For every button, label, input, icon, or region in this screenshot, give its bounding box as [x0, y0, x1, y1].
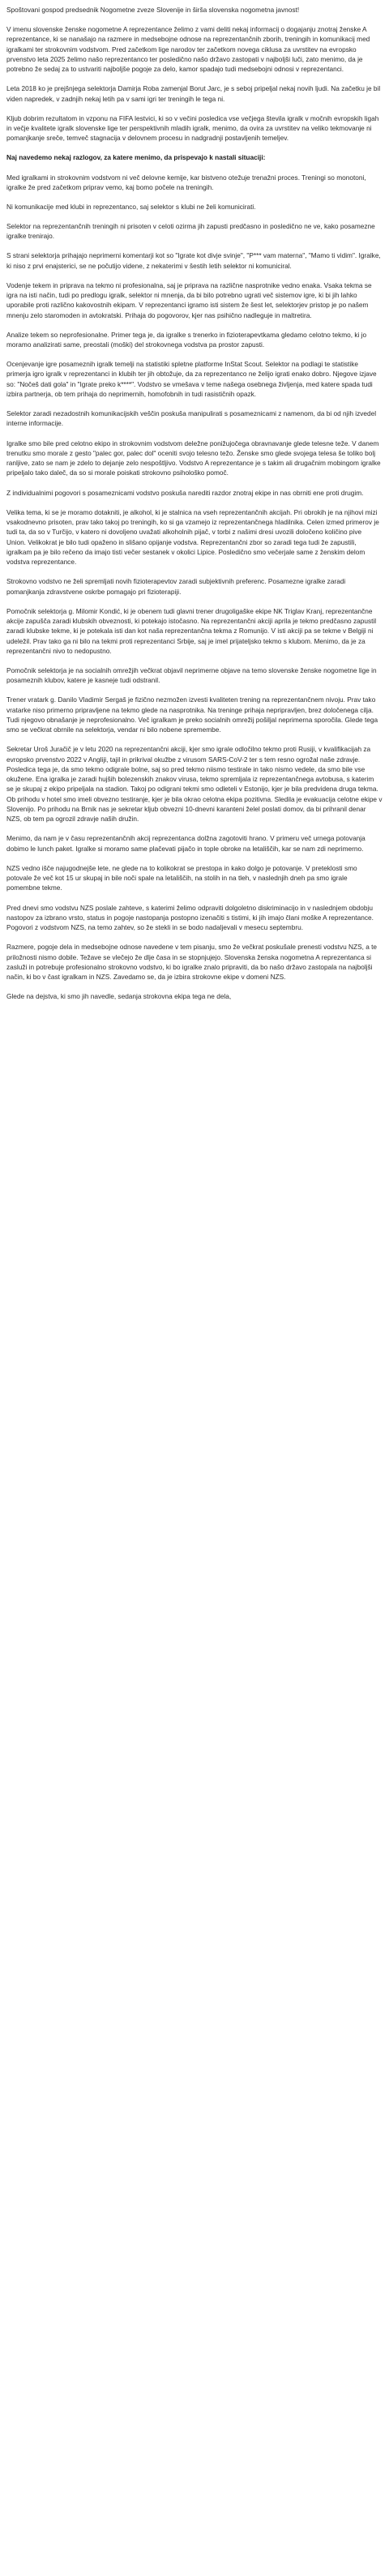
letter-paragraph: Pred dnevi smo vodstvu NZS poslale zahteve, s katerimi želimo odpraviti dolgoletno diskriminacijo in v naslednjem obdobju nastopov za izbrano vrsto, status in pogoje nastopanja postopno izenačiti s tistimi, ki jih imajo člani moške A reprezentance. Pogovori z vodstvom NZS, na temo zahtev, so že stekli in se bodo nadaljevali v mesecu septembru.	[6, 903, 374, 932]
letter-paragraph: Z individualnimi pogovori s posameznicami vodstvo poskuša narediti razdor znotraj ekipe in nas obrniti ene proti drugim.	[6, 488, 364, 497]
letter-paragraph: Trener vratark g. Danilo Vladimir Sergaš je fizično nezmožen izvesti kvaliteten trening na reprezentančnem nivoju. Prav tako vratarke niso primerno pripravljene na tekmo glede na nasprotnika. Na treninge prihaja nepripravljen, brez določenega cilja. Tudi njegovo obnašanje je neprofesionalno. Več igralkam je preko socialnih omrežij pošiljal neprimerna sporočila. Glede tega smo se večkrat obrnile na selektorja, vendar ni bilo nobene spremembe.	[6, 695, 378, 734]
letter-paragraph: Pomočnik selektorja je na socialnih omrežjih večkrat objavil neprimerne objave na temo slovenske ženske nogometne lige in posameznih klubov, katere je kasneje tudi odstranil.	[6, 665, 377, 685]
letter-paragraph: Med igralkami in strokovnim vodstvom ni več delovne kemije, kar bistveno otežuje trenažni proces. Treningi so monotoni, igralke že pred začetkom priprav vemo, kaj bomo počele na treningih.	[6, 173, 366, 191]
letter-section-heading: Naj navedemo nekaj razlogov, za katere menimo, da prispevajo k nastali situaciji:	[6, 153, 266, 162]
letter-paragraph: Strokovno vodstvo ne želi spremljati novih fizioterapevtov zaradi subjektivnih preferenc. Posamezne igralke zaradi pomanjkanja zdravstvene oskrbe pomagajo pri fizioterapiji.	[6, 577, 346, 596]
letter-greeting: Spoštovani gospod predsednik Nogometne zveze Slovenije in širša slovenska nogometna javnost!	[6, 6, 300, 14]
letter-paragraph: Selektor zaradi nezadostnih komunikacijskih veščin poskuša manipulirati s posameznicami z namenom, da bi od njih izvedel interne informacije.	[6, 409, 377, 428]
letter-paragraph: Igralke smo bile pred celotno ekipo in strokovnim vodstvom deležne ponižujočega obravnavanje glede telesne teže. V danem trenutku smo morale z gesto "palec gor, palec dol" oceniti svojo telesno težo. Ženske smo glede svojega telesa še toliko bolj ranljive, zato se nam je zdelo to dejanje zelo nespoštljivo. Vodstvo A reprezentance je s takim ali drugačnim mobingom igralke pripeljalo tako daleč, da so si morale poiskati strokovno psihološko pomoč.	[6, 439, 381, 477]
letter-paragraph: NZS vedno išče najugodnejše lete, ne glede na to kolikokrat se prestopa in kako dolgo je potovanje. V preteklosti smo potovale že več kot 15 ur skupaj in bile noči spale na letališčih, na stolih in na tleh, v naslednjih dneh pa smo igrale pomembne tekme.	[6, 863, 357, 892]
letter-paragraph: V imenu slovenske ženske nogometne A reprezentance želimo z vami deliti nekaj informacij o dogajanju znotraj ženske A reprezentance, ki se nanašajo na razmere in medsebojne odnose na reprezentančnih zborih, treningih in komunikacij med igralkami ter strokovnim vodstvom. Pred začetkom lige narodov ter začetkom novega ciklusa za uvrstitev na evropsko prvenstvo leta 2025 želimo našo reprezentanco ter posledično našo državo zastopati v najboljši luči, zato menimo, da je potrebno že sedaj za to ustvariti najboljše pogoje za delo, kamor spadajo tudi medsebojni odnosi v reprezentanci.	[6, 25, 370, 74]
letter-paragraph: S strani selektorja prihajajo neprimerni komentarji kot so "Igrate kot divje svinje", "P*** vam materna", "Mamo ti vidim". Igralke, ki niso z prvi enajsterici, se ne počutijo videne, z nekaterimi v šestih letih selektor ni komuniciral.	[6, 251, 381, 270]
letter-paragraph: Kljub dobrim rezultatom in vzponu na FIFA lestvici, ki so v večini posledica vse večjega števila igralk v močnih evropskih ligah in večje kvalitete igralk slovenske lige ter perspektivnih mladih igralk, menimo, da ovira za uvrstitev na veliko tekmovanje ni pomanjkanje sreče, temveč stagnacija v delovnem procesu in nadgradnji postavljenih temeljev.	[6, 113, 379, 143]
letter-paragraph: Sekretar Uroš Juračič je v letu 2020 na reprezentančni akciji, kjer smo igrale odločilno tekmo proti Rusiji, v kvalifikacijah za evropsko prvenstvo 2022 v Angliji, tajil in prikrival okužbe z virusom SARS-CoV-2 ter s tem resno ogrožal naše zdravje. Posledica tega je, da smo tekmo odigrale bolne, saj so pred tekmo niismo testirale in tako nismo vedele, da smo bile vse okužene. Ena igralka je zaradi hujših bolezenskih znakov virusa, tekmo spremljala iz reprezentančnega avtobusa, s katerim se je skupaj z ekipo pripeljala na stadion. Takoj po odigrani tekmi smo odleteli v Estonijo, kjer je bila predvidena druga tekma. Ob prihodu v hotel smo imeli obvezno testiranje, kjer je bila okrao celotna ekipa pozitivna. Sledila je evakuacija celotne ekipe v Slovenijo. Po prihodu na Brnik nas je sekretar kljub obvezni 10-dnevni karanteni želel poslati domov, da bi prihranil denar NZS, ob tem pa ogrozil zdravje naših družin.	[6, 745, 383, 824]
letter-paragraph: Selektor na reprezentančnih treningih ni prisoten v celoti ozirma jih zapusti predčasno in posledično ne ve, kako posamezne igralke trenirajo.	[6, 222, 375, 241]
letter-paragraph: Razmere, pogoje dela in medsebojne odnose navedene v tem pisanju, smo že večkrat poskušale prenesti vodstvu NZS, a te priložnosti nismo dobile. Težave se vlečejo že dlje časa in se stopnjujejo. Slovenska ženska nogometna A reprezentanca si zasluži in potrebuje profesionalno strokovno vodstvo, ki bo igralke znalo pripraviti, da bo našo državo zastopala na najboljši način, ki bo v čast igralkam in NZS. Zavedamo se, da je izbira strokovne ekipe v domeni NZS.	[6, 943, 378, 982]
letter-paragraph: Velika tema, ki se je moramo dotakniti, je alkohol, ki je stalnica na vseh reprezentančnih akcijah. Pri obrokih je na njihovi mizi vsakodnevno prisoten, prav tako takoj po treningih, ko si ga vzamejo iz reprezentančnega hladilnika. Celen izmed primerov je tudi ta, da so v Turčijo, v katero ni dovoljeno uvažati alkoholnih pijač, v torbi z našimi dresi uvozili določeno količino pive Union. Velikokrat je bilo tudi opaženo in slišano opijanje vodstva. Reprezentančni zbor so zaradi tega tudi že zapustili, igralkam pa je bilo rečeno da imajo tisti večer sestanek v okolici Lipice. Posledično smo večerjale same z ženskim delom vodstva reprezentance.	[6, 507, 379, 567]
letter-paragraph: Analize tekem so neprofesionalne. Primer tega je, da igralke s trenerko in fizioterapevtkama gledamo celotno tekmo, ki jo moramo analizirati same, preostali (moški) del strokovnega vodstva pa prostor zapusti.	[6, 330, 367, 349]
letter-paragraph: Pomočnik selektorja g. Milomir Kondić, ki je obenem tudi glavni trener drugoligaške ekipe NK Triglav Kranj, reprezentančne akcije zapušča zaradi klubskih obveznosti, ki potekajo istočasno. Na reprezentančni akciji aprila je tekmo predčasno zapustil zaradi klubske tekme, ki je potekala isti dan kot naša reprezentančna tekma z Romunijo. V isti akciji pa se tekme v Belgiji ni udeležil. Prav tako ga ni bilo na tekmi proti reprezentanci Srbije, saj je imel prijateljsko tekmo s klubom. Menimo, da je za reprezentančni nivo to nedopustno.	[6, 606, 377, 655]
letter-paragraph: Ni komunikacije med klubi in reprezentanco, saj selektor s klubi ne želi komunicirati.	[6, 202, 256, 211]
letter-paragraph: Leta 2018 ko je prejšnjega selektorja Damirja Roba zamenjal Borut Jarc, je s seboj pripeljal nekaj novih ljudi. Na začetku je bil viden napredek, v zadnjih nekaj letih pa v sami igri ter treningih le tega ni.	[6, 84, 381, 103]
letter-paragraph: Glede na dejstva, ki smo jih navedle, sedanja strokovna ekipa tega ne dela,	[6, 992, 232, 1001]
letter-paragraph: Ocenjevanje igre posameznih igralk temelji na statistiki spletne platforme InStat Scout. Selektor na podlagi te statistike primerja igro igralk v reprezentanci in klubih ter jih obtožuje, da za reprezentanco ne želijo igrati enako dobro. Njegove izjave so: "Nočeš dati gola" in "Igrate preko k****". Vodstvo se vmešava v teme našega osebnega življenja, med katere spada tudi izbira partnerja, ob tem prihaja do neprimernih, homofobnih in tudi rasističnih opazk.	[6, 360, 377, 399]
letter-paragraph: Menimo, da nam je v času reprezentančnih akcij reprezentanca dolžna zagotoviti hrano. V primeru več urnega potovanja dobimo le lunch paket. Igralke si moramo same plačevati pijačo in tople obroke na letališčih, kar se nam zdi neprimerno.	[6, 834, 365, 853]
letter-paragraph: Vodenje tekem in priprava na tekmo ni profesionalna, saj je priprava na različne nasprotnike vedno enaka. Vsaka tekma se igra na isti način, tudi po predlogu igralk, selektor ni mnenja, da bi bilo potrebno ugrati več sistemov igre, ki bi jih lahko uporabile proti različno kakovostnih ekipam. V reprezentanci igramo isti sistem že šest let, selektorjev pristop je po našem mnenju zelo staromoden in avtokratski. Prihaja do pogovorov, kjer nas psihično nadleguje in maltretira.	[6, 280, 372, 319]
